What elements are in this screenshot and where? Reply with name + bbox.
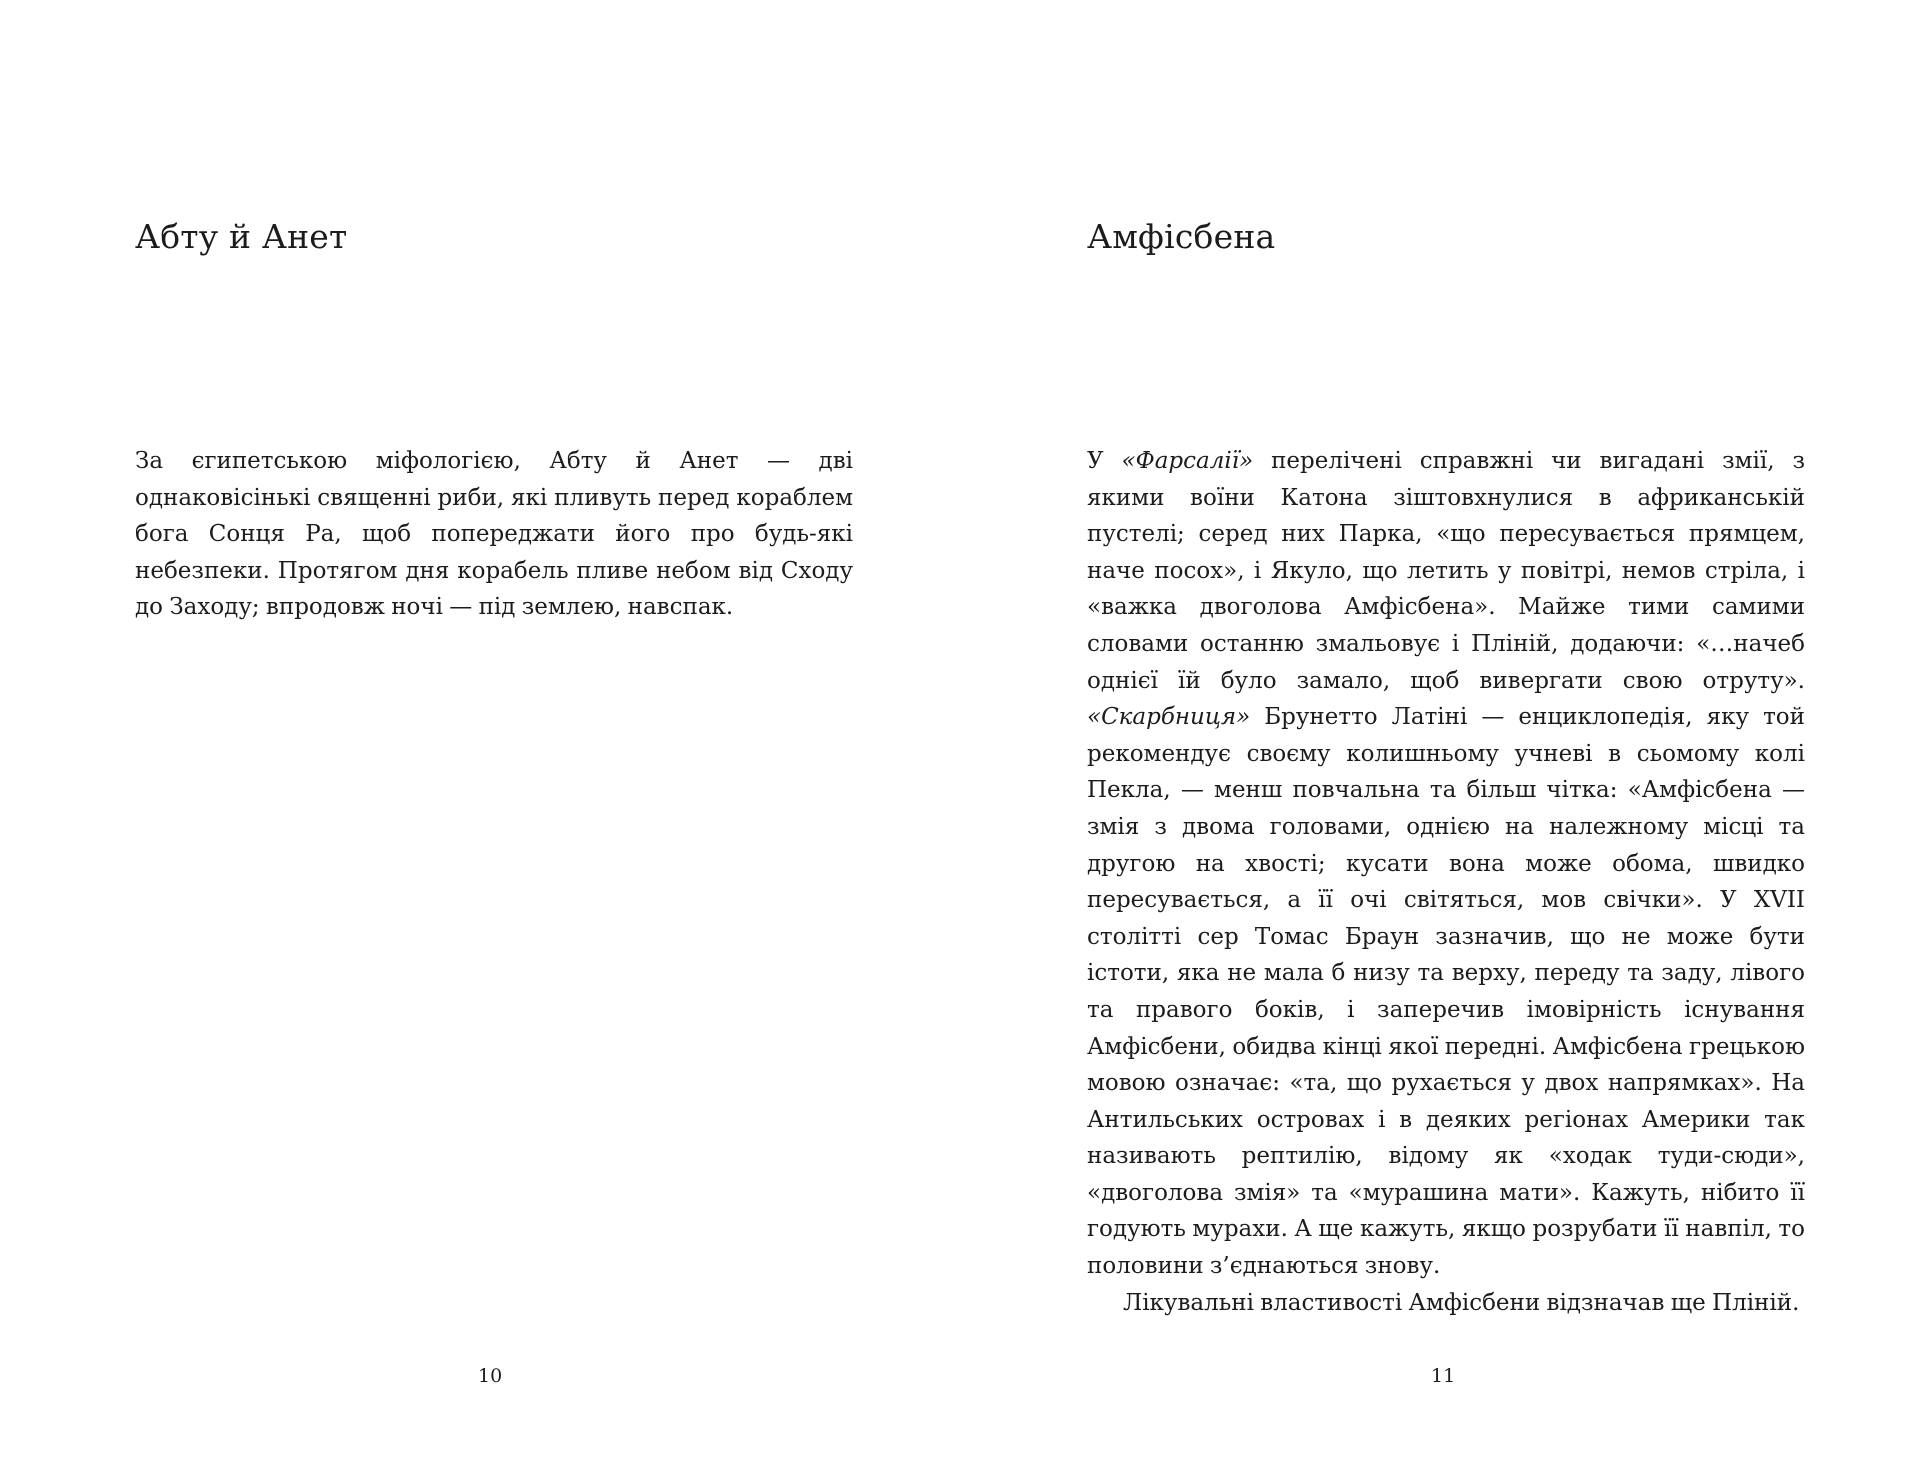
left-page-number: 10 (478, 1365, 503, 1387)
right-page-paragraph-2: Лікувальні властивості Амфісбени відзначав ще Пліній. (1123, 1289, 1800, 1316)
right-page (960, 0, 1920, 1477)
right-page-title: Амфісбена (1087, 217, 1276, 256)
right-page-text (1087, 443, 1805, 1321)
right-page-number: 11 (1431, 1365, 1456, 1387)
paragraph-segment: Брунетто Латіні — енциклопедія, яку той рекомендує своєму колишньому учневі в сьомому колі Пекла, — менш повчальна та більш чітка: «Амфісбена — змія з двома головами, однією на належному місці та другою на хвості; кусати вона може обома, швидко пересувається, а її очі світяться, мов свічки». У XVII столітті сер Томас Браун зазначив, що не може бути істоти, яка не мала б низу та верху, переду та заду, лівого та правого боків, і заперечив імовірність існування Амфісбени, обидва кінці якої передні. Амфісбена грецькою мовою означає: «та, що рухається у двох напрямках». На Антильських островах і в деяких регіонах Америки так називають рептилію, відому як «ходак туди-сюди», «двоголова змія» та «мурашина мати». Кажуть, нібито її годують мурахи. А ще кажуть, якщо розрубати її навпіл, то половини з’єднаються знову. (1087, 704, 1805, 1280)
left-page-title: Абту й Анет (135, 217, 348, 256)
left-page-text (135, 443, 853, 626)
italic-title-treasury: «Скарбниця» (1087, 704, 1251, 731)
paragraph-segment: У (1087, 448, 1122, 474)
right-page-paragraph-1 (1087, 443, 1805, 1285)
left-page-paragraph: За єгипетською міфологією, Абту й Анет — дві однаковісінькі священні риби, які пливуть перед кораблем бога Сонця Ра, щоб попереджати його про будь-які небезпеки. Протягом дня корабель пливе небом від Сходу до Заходу; впродовж ночі — під землею, навспак. (135, 448, 853, 621)
italic-title-pharsalia: «Фарсалії» (1121, 448, 1254, 474)
paragraph-segment: перелічені справжні чи вигадані змії, з якими воїни Катона зіштовхнулися в африканській пустелі; серед них Парка, «що пересувається прямцем, наче посох», і Якуло, що летить у повітрі, немов стріла, і «важка двоголова Амфісбена». Майже тими самими словами останню змальовує і Пліній, додаючи: «…начеб однієї їй було замало, щоб вивергати свою отруту». (1087, 448, 1805, 694)
